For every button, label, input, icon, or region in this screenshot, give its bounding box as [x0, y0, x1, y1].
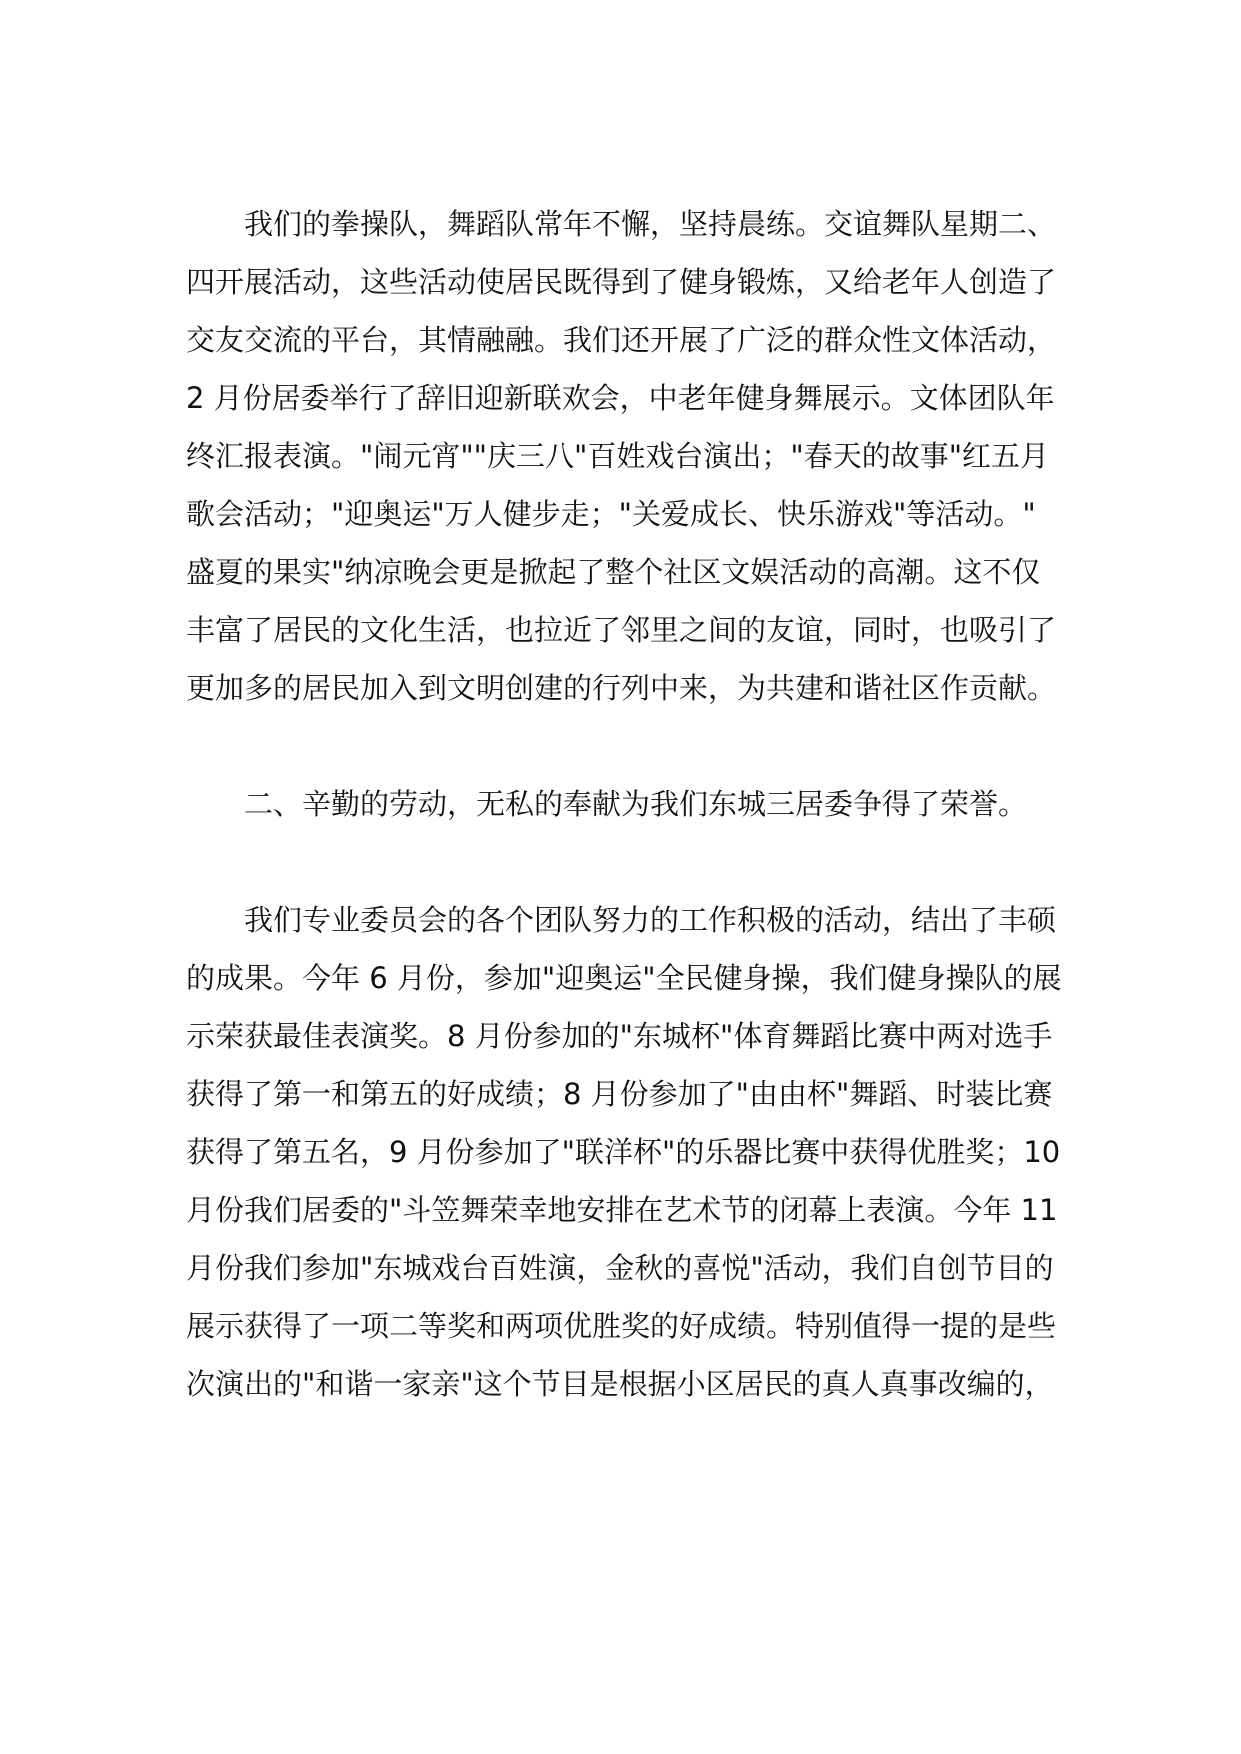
section-heading-text: 二、辛勤的劳动，无私的奉献为我们东城三居委争得了荣誉。 — [244, 787, 1028, 821]
paragraph-line: 四开展活动，这些活动使居民既得到了健身锻炼，又给老年人创造了 — [186, 265, 1057, 299]
paragraph-line: 终汇报表演。"闹元宵""庆三八"百姓戏台演出；"春天的故事"红五月 — [186, 439, 1050, 473]
paragraph-line: 获得了第五名，9 月份参加了"联洋杯"的乐器比赛中获得优胜奖；10 — [186, 1135, 1061, 1169]
paragraph-line: 盛夏的果实"纳凉晚会更是掀起了整个社区文娱活动的高潮。这不仅 — [186, 555, 1041, 589]
paragraph-line: 月份我们参加"东城戏台百姓演，金秋的喜悦"活动，我们自创节目的 — [186, 1251, 1054, 1285]
paragraph-line: 我们专业委员会的各个团队努力的工作积极的活动，结出了丰硕 — [244, 903, 1057, 937]
paragraph-line: 2 月份居委举行了辞旧迎新联欢会，中老年健身舞展示。文体团队年 — [186, 381, 1055, 415]
paragraph-line: 的成果。今年 6 月份，参加"迎奥运"全民健身操，我们健身操队的展 — [186, 961, 1062, 995]
paragraph-line: 歌会活动；"迎奥运"万人健步走；"关爱成长、快乐游戏"等活动。" — [186, 497, 1036, 531]
paragraph-line: 月份我们居委的"斗笠舞荣幸地安排在艺术节的闭幕上表演。今年 11 — [186, 1193, 1058, 1227]
paragraph-line: 展示获得了一项二等奖和两项优胜奖的好成绩。特别值得一提的是些 — [186, 1309, 1057, 1343]
paragraph-line: 更加多的居民加入到文明创建的行列中来，为共建和谐社区作贡献。 — [186, 671, 1057, 705]
paragraph-line: 丰富了居民的文化生活，也拉近了邻里之间的友谊，同时，也吸引了 — [186, 613, 1057, 647]
paragraph-line: 获得了第一和第五的好成绩；8 月份参加了"由由杯"舞蹈、时装比赛 — [186, 1077, 1053, 1111]
paragraph-line: 示荣获最佳表演奖。8 月份参加的"东城杯"体育舞蹈比赛中两对选手 — [186, 1019, 1053, 1053]
paragraph-line: 次演出的"和谐一家亲"这个节目是根据小区居民的真人真事改编的， — [186, 1367, 1054, 1401]
paragraph-line: 交友交流的平台，其情融融。我们还开展了广泛的群众性文体活动， — [186, 323, 1057, 357]
paragraph-line: 我们的拳操队，舞蹈队常年不懈，坚持晨练。交谊舞队星期二、 — [244, 207, 1057, 241]
